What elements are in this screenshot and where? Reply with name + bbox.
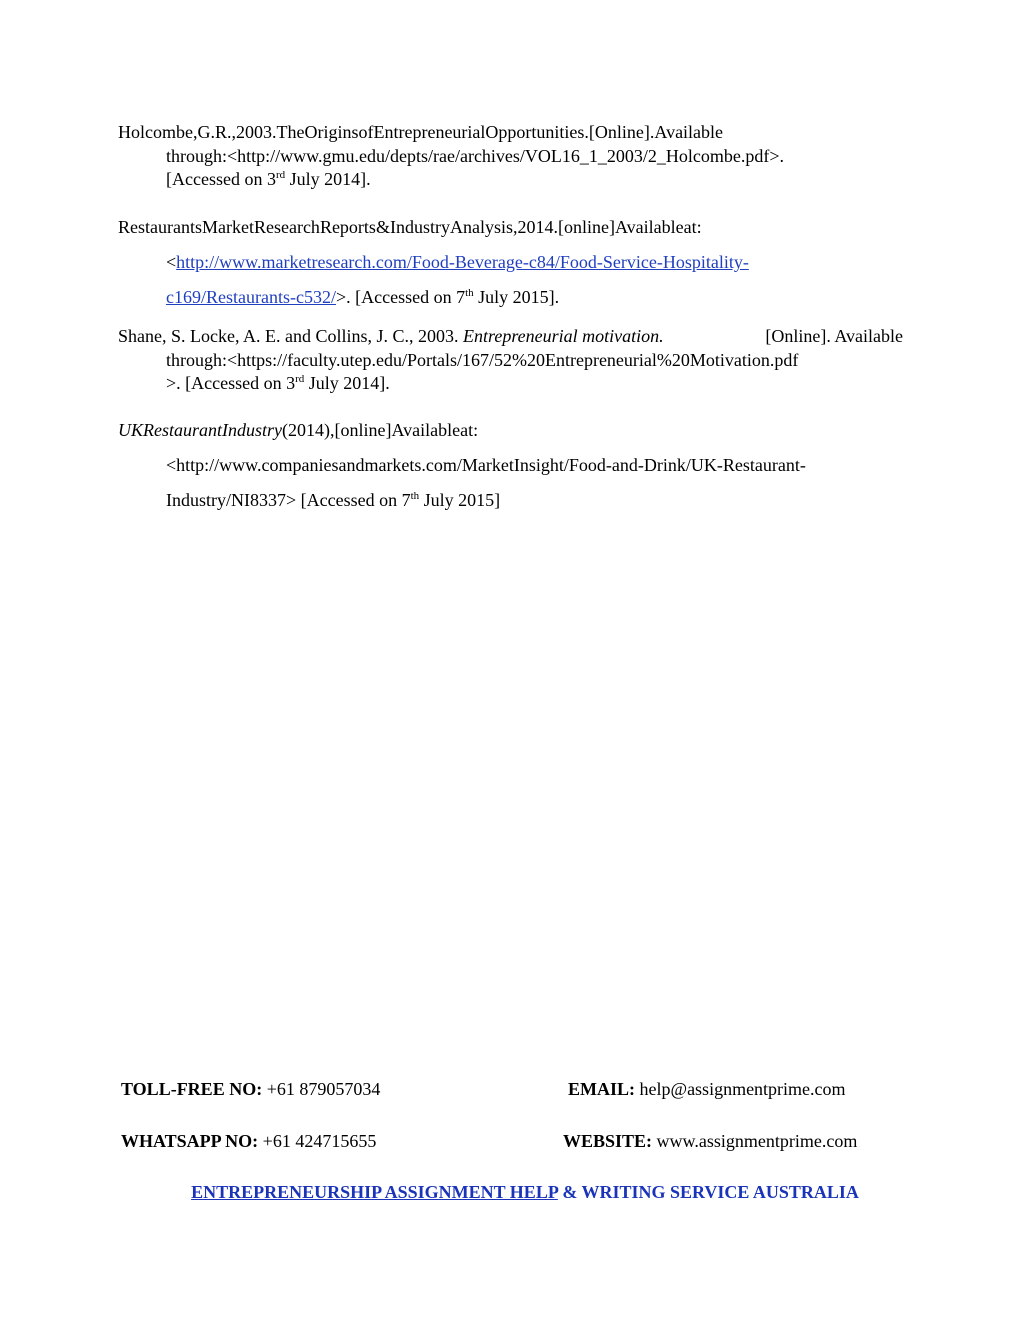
- reference-word: [Online].: [588, 122, 655, 142]
- reference-line: <http://www.marketresearch.com/Food-Beverage-c84/Food-Service-Hospitality-: [166, 252, 749, 272]
- reference-word: <: [227, 349, 238, 370]
- reference-word: 2014.: [517, 217, 558, 237]
- whatsapp-number: WHATSAPP NO: +61 424715655: [121, 1131, 377, 1151]
- reference-word: [online]: [334, 420, 392, 440]
- reference-word: Market: [201, 217, 254, 237]
- reference-word: at:: [683, 217, 702, 237]
- reference-line: [Accessed on 3rd July 2014].: [166, 169, 371, 189]
- reference-line: c169/Restaurants-c532/>. [Accessed on 7th July 2015].: [166, 287, 560, 307]
- reference-word: [online]: [557, 217, 615, 237]
- reference-word: <http://www.gmu.edu/depts/rae/archives/VOL16_1_2003/2_Holcombe.pdf>.: [227, 145, 785, 166]
- reference-word: R.,: [214, 122, 236, 142]
- reference-word: G.: [197, 122, 215, 142]
- reference-title-word: UK: [118, 420, 144, 440]
- reference-line: [118, 413, 903, 448]
- reference-word: Entrepreneurial: [373, 122, 486, 142]
- tollfree-number: TOLL-FREE NO: +61 879057034: [121, 1079, 381, 1099]
- reference-word: 2003.: [236, 122, 277, 142]
- reference-word: Industry: [389, 217, 450, 237]
- reference-word: Opportunities.: [485, 122, 589, 142]
- reference-word: Analysis,: [449, 217, 518, 237]
- reference-word: at:: [460, 420, 479, 440]
- reference-line: [118, 145, 903, 169]
- reference-word: through: [166, 349, 222, 370]
- reference-word: Available: [614, 217, 684, 237]
- email-contact: EMAIL: help@assignmentprime.com: [568, 1079, 846, 1099]
- reference-word: Restaurants: [118, 217, 202, 237]
- reference-line: Industry/NI8337> [Accessed on 7th July 2015]: [166, 490, 501, 510]
- website-contact: WEBSITE: www.assignmentprime.com: [563, 1131, 858, 1151]
- reference-word: Available: [654, 122, 724, 142]
- marketresearch-link-cont[interactable]: c169/Restaurants-c532/: [166, 287, 336, 307]
- reference-word: :: [222, 145, 228, 166]
- service-banner: ENTREPRENEURSHIP ASSIGNMENT HELP & WRITING SERVICE AUSTRALIA: [191, 1182, 859, 1202]
- reference-holcombe: [118, 121, 903, 192]
- assignment-help-link[interactable]: ENTREPRENEURSHIP ASSIGNMENT HELP: [191, 1182, 558, 1202]
- reference-word: Reports: [319, 217, 376, 237]
- reference-title-word: Restaurant: [143, 420, 223, 440]
- reference-restaurants-market: [118, 210, 903, 315]
- reference-word: Holcombe,: [118, 122, 198, 142]
- reference-line: >. [Accessed on 3rd July 2014].: [166, 373, 390, 393]
- reference-line: [118, 210, 903, 245]
- marketresearch-link[interactable]: http://www.marketresearch.com/Food-Beverage-c84/Food-Service-Hospitality-: [176, 252, 749, 272]
- reference-word: The: [276, 122, 305, 142]
- reference-uk-restaurant: [118, 413, 903, 518]
- reference-line: <http://www.companiesandmarkets.com/MarketInsight/Food-and-Drink/UK-Restaurant-: [166, 455, 806, 475]
- reference-word: :: [222, 349, 228, 370]
- reference-title-word: Industry: [222, 420, 283, 440]
- reference-word: (2014),: [282, 420, 335, 440]
- reference-shane: [118, 325, 903, 396]
- reference-word: through: [166, 145, 222, 166]
- reference-word: https://faculty.utep.edu/Portals/167/52%20Entrepreneurial%20Motivation.pdf: [237, 349, 799, 370]
- reference-word: Origins: [304, 122, 359, 142]
- reference-word: Research: [253, 217, 320, 237]
- reference-line: [118, 349, 903, 373]
- reference-word: Available: [391, 420, 461, 440]
- reference-word: &: [375, 217, 390, 237]
- reference-word: of: [358, 122, 374, 142]
- reference-line: [118, 121, 903, 145]
- reference-line: Shane, S. Locke, A. E. and Collins, J. C., 2003. Entrepreneurial motivation. [Online]. Available: [118, 326, 903, 346]
